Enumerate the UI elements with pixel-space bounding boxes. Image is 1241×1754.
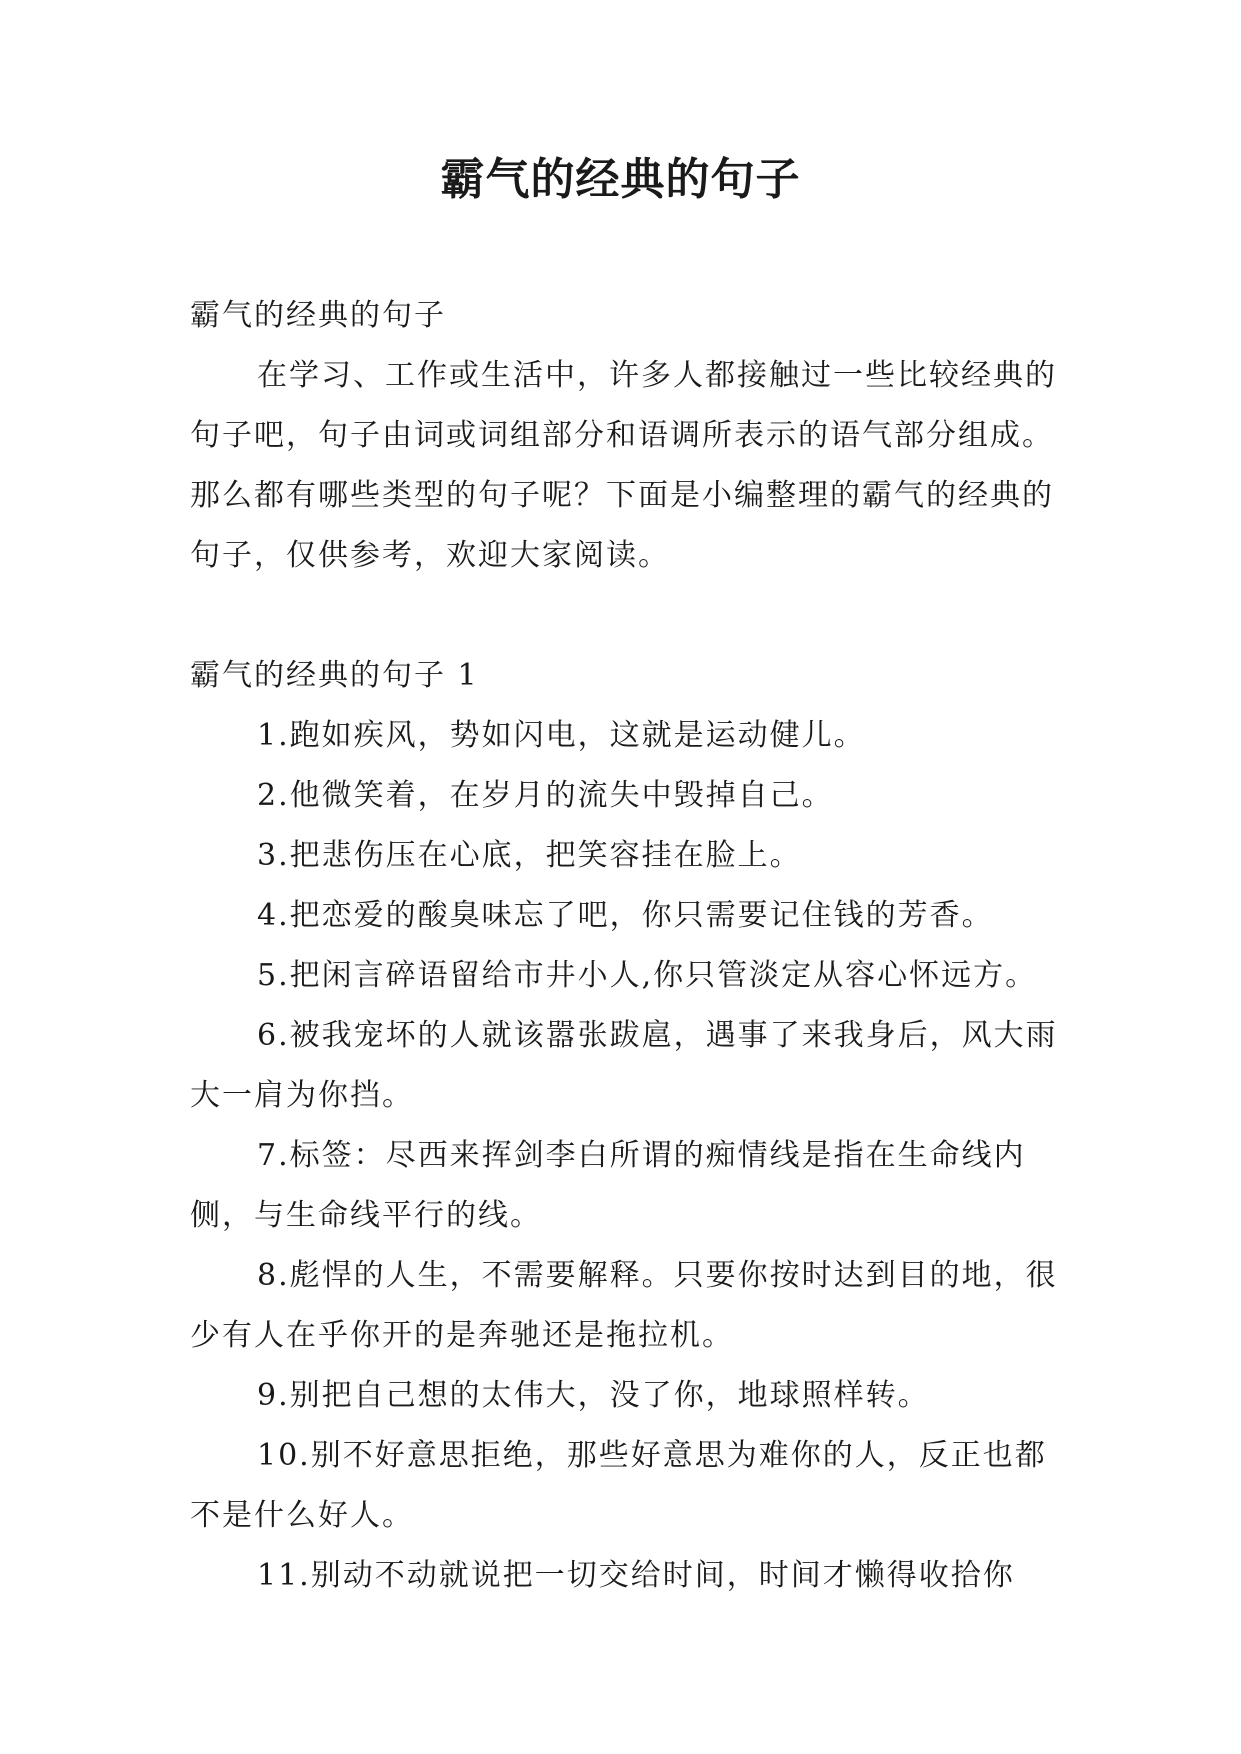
document-body [190,286,1065,1606]
list-item: 8.彪悍的人生，不需要解释。只要你按时达到目的地，很少有人在乎你开的是奔驰还是拖拉机。 [190,1258,1058,1353]
section-heading: 霸气的经典的句子 1 [190,658,479,693]
list-item: 10.别不好意思拒绝，那些好意思为难你的人，反正也都不是什么好人。 [190,1438,1047,1533]
list-item: 7.标签：尽西来挥剑李白所谓的痴情线是指在生命线内侧，与生命线平行的线。 [190,1138,1026,1233]
intro-paragraph: 在学习、工作或生活中，许多人都接触过一些比较经典的句子吧，句子由词或词组部分和语调所表示的语气部分组成。那么都有哪些类型的句子呢？下面是小编整理的霸气的经典的句子，仅供参考，欢迎大家阅读。 [190,358,1057,573]
list-item: 6.被我宠坏的人就该嚣张跋扈，遇事了来我身后，风大雨大一肩为你挡。 [190,1018,1058,1113]
list-item: 1.跑如疾风，势如闪电，这就是运动健儿。 [257,718,866,753]
document-subtitle: 霸气的经典的句子 [190,298,446,333]
list-item: 3.把悲伤压在心底，把笑容挂在脸上。 [257,838,802,873]
list-item: 11.别动不动就说把一切交给时间，时间才懒得收拾你 [257,1558,1015,1593]
list-item: 5.把闲言碎语留给市井小人,你只管淡定从容心怀远方。 [257,958,1038,993]
list-item: 4.把恋爱的酸臭味忘了吧，你只需要记住钱的芳香。 [257,898,994,933]
list-item: 2.他微笑着，在岁月的流失中毁掉自己。 [257,778,834,813]
page-title: 霸气的经典的句子 [440,154,801,205]
list-item: 9.别把自己想的太伟大，没了你，地球照样转。 [257,1378,930,1413]
paragraph-spacer [190,586,1065,646]
